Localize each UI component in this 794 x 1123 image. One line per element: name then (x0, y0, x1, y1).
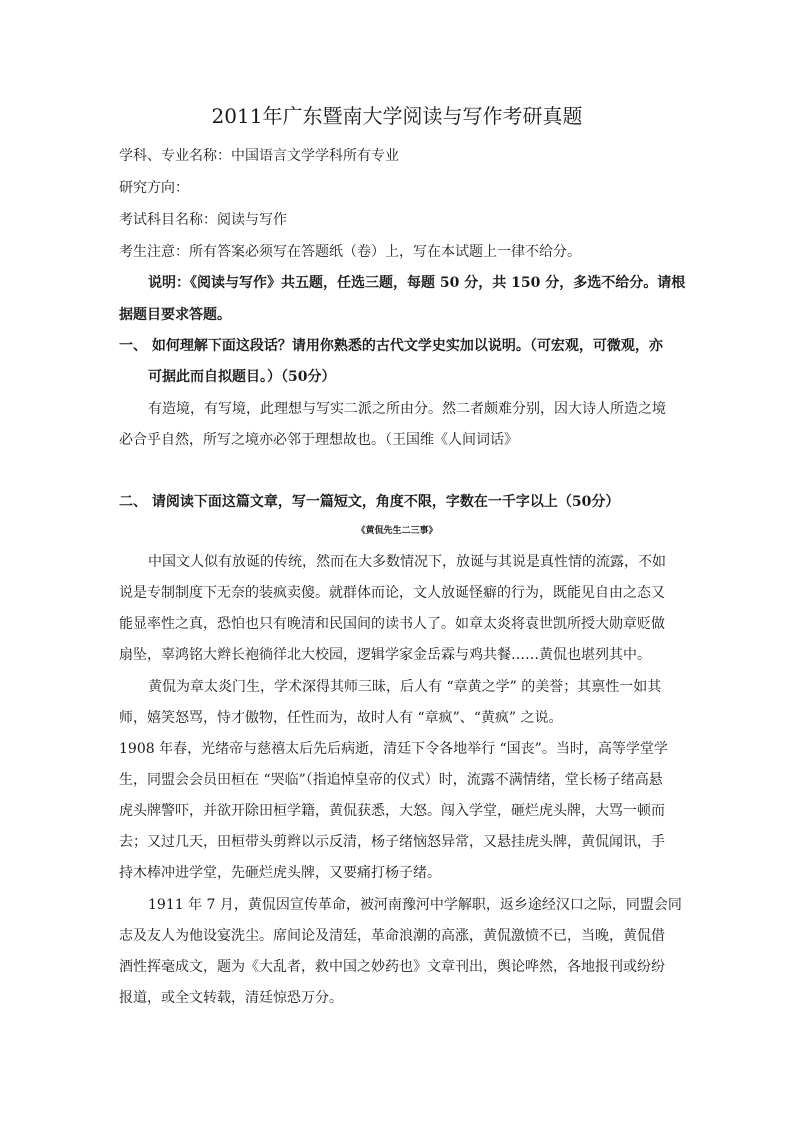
article-line: 扇坠，辜鸿铭大辫长袍徜徉北大校园，逻辑学家金岳霖与鸡共餐……黄侃也堪列其中。 (119, 647, 651, 663)
article-line: 生，同盟会会员田桓在 “哭临”（指追悼皇帝的仪式）时，流露不满情绪，堂长杨子绪高悬 (119, 772, 663, 788)
article-line: 去；又过几天，田桓带头剪辫以示反清，杨子绪恼怒异常，又悬挂虎头牌，黄侃闻讯，手 (119, 834, 665, 850)
article-line: 酒性挥毫成文，题为《大乱者，救中国之妙药也》文章刊出，舆论哗然，各地报刊或纷纷 (119, 959, 665, 975)
quote-line-2: 必合乎自然，所写之境亦必邻于理想故也。（王国维《人间词话》 (119, 432, 518, 448)
article-title: 《黄侃先生二三事》 (356, 526, 438, 536)
major-line: 学科、专业名称：中国语言文学学科所有专业 (119, 148, 399, 164)
page-title: 2011年广东暨南大学阅读与写作考研真题 (211, 104, 583, 128)
article-line: 黄侃为章太炎门生，学术深得其师三昧，后人有 “章黄之学” 的美誉；其禀性一如其 (148, 679, 662, 695)
subject-line: 考试科目名称：阅读与写作 (119, 212, 287, 228)
instruction-line-2: 据题目要求答题。 (119, 307, 231, 323)
article-line: 志及友人为他设宴洗尘。席间论及清廷，革命浪潮的高涨，黄侃激愤不已，当晚，黄侃借 (119, 928, 665, 944)
article-line: 持木棒冲进学堂，先砸烂虎头牌，又要痛打杨子绪。 (119, 865, 441, 881)
article-line: 说是专制制度下无奈的装疯卖傻。就群体而论，文人放诞怪癖的行为，既能见自由之态又 (119, 585, 665, 601)
question-1-line-1: 一、 如何理解下面这段话？请用你熟悉的古代文学史实加以说明。（可宏观，可微观，亦 (119, 338, 663, 354)
article-line: 师，嬉笑怒骂，恃才傲物，任性而为，故时人有 “章疯”、“黄疯” 之说。 (119, 710, 563, 726)
direction-line: 研究方向： (119, 180, 189, 196)
article-line: 虎头牌警吓，并欲开除田桓学籍，黄侃获悉，大怒。闯入学堂，砸烂虎头牌，大骂一顿而 (119, 803, 665, 819)
article-line: 中国文人似有放诞的传统，然而在大多数情况下，放诞与其说是真性情的流露，不如 (148, 554, 666, 570)
question-2-heading: 二、 请阅读下面这篇文章，写一篇短文，角度不限，字数在一千字以上（50分） (119, 494, 620, 510)
notice-line: 考生注意：所有答案必须写在答题纸（卷）上，写在本试题上一律不给分。 (119, 244, 581, 260)
article-line: 1911 年 7 月，黄侃因宣传革命，被河南豫河中学解职，返乡途经汉口之际，同盟会同 (148, 897, 682, 913)
article-line: 1908 年春，光绪帝与慈禧太后先后病逝，清廷下令各地举行 “国丧”。当时，高等学堂学 (119, 741, 668, 757)
article-line: 报道，或全文转载，清廷惊恐万分。 (119, 990, 343, 1006)
quote-line-1: 有造境，有写境，此理想与写实二派之所由分。然二者颇难分别，因大诗人所造之境 (148, 401, 666, 417)
instruction-line-1: 说明：《阅读与写作》共五题，任选三题，每题 50 分，共 150 分，多选不给分。请根 (148, 275, 686, 291)
article-line: 能显率性之真，恐怕也只有晚清和民国间的读书人了。如章太炎将袁世凯所授大勋章贬做 (119, 616, 665, 632)
question-1-line-2: 可据此而自拟题目。）（50分） (148, 369, 336, 385)
